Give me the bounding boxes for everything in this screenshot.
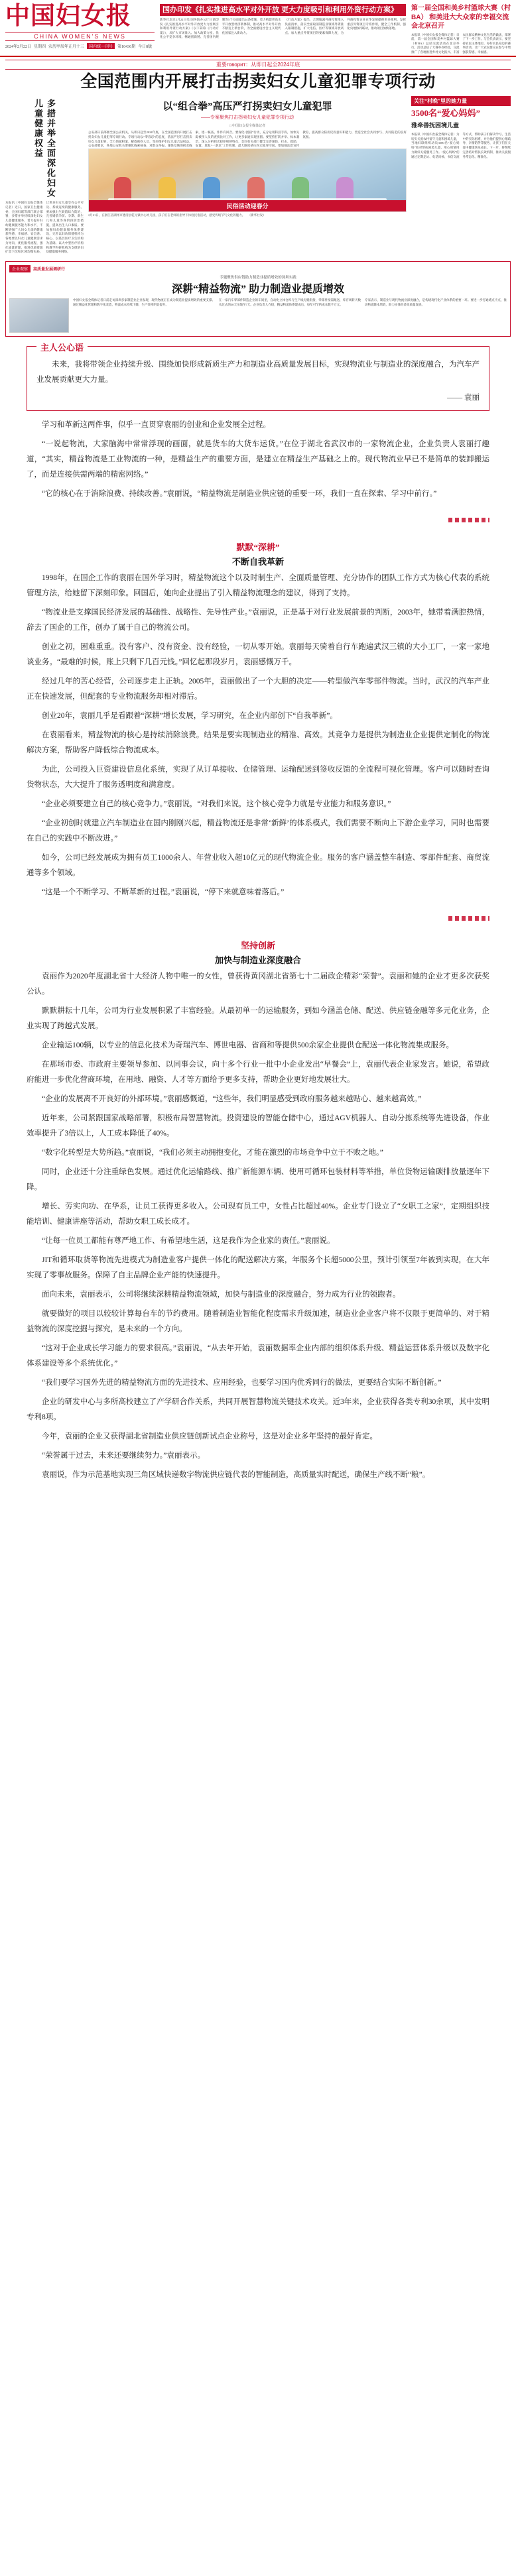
article-paragraph: 1998年，在国企工作的袁丽在国外学习时，精益物流这个以及时制生产、全面质量管理、充分协作的团队工作方式为核心代表的系统管理方法，给她留下深刻印象。回国后，她向企业提出了引入精益物流理念的建议，得到了支持。 [27,574,489,598]
article-paragraph: “企业必须要建立自己的核心竞争力。”袁丽说，“对我们来说，这个核心竞争力就是专业能力和服务意识。” [42,800,391,809]
right-headline [411,108,511,131]
article-paragraph: 默默耕耘十几年，公司为行业发展积累了丰富经验。从最初单一的运输服务，到如今涵盖仓储、配送、供应链金融等多元化业务，企业实现了跨越式发展。 [27,1007,489,1031]
news-photo [88,148,407,212]
article-paragraph: “数字化转型是大势所趋。”袁丽说，“我们必须主动拥抱变化，才能在激烈的市场竞争中立于不败之地。” [42,1149,383,1157]
section-heading-line1: 坚持创新 [240,941,275,951]
right-story-headline: 第一届全国和美乡村篮球大赛（村BA） 和美进大大众家的幸福交流会北京召开 [411,5,511,30]
photo-caption-note: 2月21日，在浙江省湖州市德清县乾元镇中心幼儿园，孩子们在老师的指导下体验民俗活动，感受传统节气文化的魅力。 （新华社发） [88,213,266,217]
meta-badge: 国内统一刊号 [87,43,115,49]
section-heading [27,939,489,968]
photo-caption-banner: 民俗活动迎春分 [89,200,406,211]
section-heading-line2: 加快与制造业深度融合 [214,955,301,966]
meta-date: 2024年2月22日 [5,44,32,49]
quote-box [27,343,489,411]
feature-col1: 中国妇女报全媒体记者日前走访深圳多家制造业企业发现，现代物流正在成为制造业提质增效的重要支撑。通过精益化管理和数字化改造，物流成本持续下降，生产效率明显提升。 [73,298,215,306]
feature-tag-secondary: 高质量发展调研行 [33,268,66,272]
quote-section [27,343,489,411]
article-paragraph: 经过几年的苦心经营，公司逐步走上正轨。2005年，袁丽做出了一个大胆的决定——转型做汽车零部件物流。当时，武汉的汽车产业正在快速发展，但配套的专业物流服务却相对滞后。 [27,677,489,701]
article-paragraph: 近年来，公司紧跟国家战略部署，积极布局智慧物流。投资建设的智能仓储中心，通过AGV机器人、自动分拣系统等先进设备，作业效率提升了3倍以上，人工成本降低了40%。 [27,1114,489,1138]
feature-subtitle: 专题聚焦供应链助力制造业提质增效的深圳实践 [220,276,296,280]
article-paragraph: JIT和循环取货等物流先进模式为制造业客户提供一体化的配送解决方案，年服务个长超5000公里，预计引领至7年被到实现，在大年实现了零事故服务。保障了自主品牌企业产能的快速提升。 [27,1256,489,1280]
left-column-body: 本报讯（中国妇女报全媒体记者）近日，国家卫生健康委、全国妇联等部门联合部署，多措并举持续深化妇女儿童健康服务，着力提升妇幼健康服务能力和水平，不断增强广大妇女儿童的健康获得感、幸福感、安全感。各地要以妇女儿童健康需求为导向，优化服务流程，强化质量管理，推进优质资源扩容下沉和区域均衡布局，让更多妇女儿童享有公平可及、系统连续的健康服务。要加强出生缺陷综合防治，完善婚前孕前、孕期、新生儿和儿童等各阶段防治措施，提高出生人口素质。要加强妇幼健康服务体系建设，完善以妇幼保健机构为核心、以基层医疗卫生机构为基础、以大中型医疗机构和教学科研机构为支撑的妇幼健康服务网络。 [5,201,84,254]
feature-tag: 企业观察 [9,265,31,272]
right-headline-sub: 雅牵善抚困境儿童 [411,121,460,129]
article-paragraph: “物流业是支撑国民经济发展的基础性、战略性、先导性产业。”袁丽说，正是基于对行业发展前景的判断，2003年，她带着满腔热情，辞去了国企的工作，创办了属于自己的物流公司。 [27,609,489,632]
article-paragraph: 企业的研发中心与多所高校建立了产学研合作关系，共同开展智慧物流关键技术攻关。近3年来，企业获得各类专利30余项，其中发明专利8项。 [27,1398,489,1422]
article-paragraph: 在那场市委、市政府主要领导参加、以同事会议，向十多个行业一批中小企业发出“早餐会”上，袁丽代表企业家发言。她说，希望政府能进一步优化营商环境，在用地、融资、人才等方面给予更多支持，帮助企业更好地发展壮大。 [27,1061,489,1084]
center-body: 公安部日前部署全国公安机关，从即日起至2024年底，在全国范围内开展打击拐卖妇女儿童犯罪专项行动。专项行动以“零容忍”的态度，依法严厉打击拐卖妇女儿童犯罪，全力侦破积案、解救被拐人员，坚决维护妇女儿童合法权益。公安部要求，各地公安机关要强化线索核查，对群众举报、媒体反映的拐卖线索，逐一核查、件件有回音。要深化“团圆”行动，充分运用科技手段，加快失踪被拐人员的查找比对工作，让更多家庭实现团圆。要坚持打防并举、标本兼治，深入分析拐卖犯罪规律特点，会同有关部门健全完善预防、打击、救助、安置、康复“一条龙”工作机制，最大限度挤压拐卖犯罪空间。要加强法治宣传教育，提高群众防拐反拐意识和能力，营造全社会共同参与、共同防范的良好氛围。 [88,131,407,148]
article-paragraph: “这对于企业成长学习能力的要求很高。”袁丽说，“从去年开始，袁丽数据率企业内部的组织体系升级、精益运营体系升级以及数字化体系建设等多个系统优化。” [27,1344,489,1368]
article-paragraph: “荣誉属于过去，未来还要继续努力。”袁丽表示。 [42,1452,205,1460]
section-heading [27,540,489,569]
left-column [5,96,84,255]
center-column [88,96,407,255]
article-paragraph: 面向未来，袁丽表示，公司将继续深耕精益物流领域，加快与制造业的深度融合，努力成为行业的领跑者。 [42,1291,401,1299]
feature-col3: 专家表示，制造业与现代物流业深度融合，是构建现代化产业体系的重要一环。要进一步打通堵点卡点，推动物流降本增效，助力实体经济高质量发展。 [365,298,507,306]
newspaper-title-en: CHINA WOMEN'S NEWS [5,32,155,41]
lead-title: 全国范围内开展打击拐卖妇女儿童犯罪专项行动 [80,73,436,91]
feature-col2: 在一家汽车零部件制造企业的车间里，自动化立体仓库与生产线无缝衔接，零部件按需配送，库存周转天数从过去的30天压缩至7天。企业负责人介绍，精益物流体系建成后，每年可节约成本数千万元。 [219,298,361,306]
meta-lunar: 农历甲辰年正月十三 [48,44,85,49]
article-paragraph: 在袁丽看来，精益物流的核心是持续消除浪费。结果是要实现制造业的精准、高效。其竞争力是提供为制造业企业提供定制化的物流解决方案，帮助客户降低综合物流成本。 [27,731,489,755]
section-heading-line2: 不断自我革新 [231,557,284,567]
feature-tag-row [9,265,507,272]
masthead-meta [5,43,155,49]
article-paragraph: “这是一个不断学习、不断革新的过程。”袁丽说，“停下来就意味着落后。” [42,888,285,897]
article-paragraph: “它的核心在于消除浪费、持续改善。”袁丽说，“精益物流是制造业供应链的重要一环，我们一直在探索、学习中前行。” [42,490,437,498]
article-paragraph: “我们要学习国外先进的精益物流方面的先进技术、应用经验，也要学习国内优秀同行的做法，更要结合实际不断创新。” [42,1379,442,1387]
left-vertical-title: 多措并举全面深化妇女儿童健康权益 [33,99,56,199]
lead-kicker: 重要говорит：从即日起至2024年底 [5,60,511,70]
masthead-right-story [411,4,511,54]
article-paragraph: 学习和革新这两件事，似乎一直贯穿袁丽的创业和企业发展全过程。 [42,421,271,430]
section-divider [27,912,489,921]
article-paragraph: “企业初创时就建立汽车制造业在国内刚刚兴起，精益物流还是非常‘新鲜’的体系模式，我们需要不断向上下游企业学习，同时也需要在自己的实践中不断改进。” [27,819,489,843]
meta-pages: 今日8版 [138,44,153,49]
top-story-headline: 国办印发《扎实推进高水平对外开放 更大力度吸引和利用外资行动方案》 [160,4,406,16]
article-paragraph: 袁丽作为2020年度湖北省十大经济人物中唯一的女性，曾获得黄冈湖北省第七十二届政企精彩“荣誉”。袁丽和她的企业才更多次获奖公认。 [27,972,489,996]
center-subheadline: ——专案聚焦打击拐卖妇女儿童犯罪专项行动 [201,115,294,121]
article-paragraph: 同时，企业还十分注重绿色发展。通过优化运输路线、推广新能源车辆、使用可循环包装材料等举措，单位货物运输碳排放量逐年下降。 [27,1168,489,1192]
quote-attribution: —— 袁丽 [447,394,480,402]
article-paragraph: 创业之初，困难重重。没有客户、没有资金、没有经验，一切从零开始。袁丽每天骑着自行车跑遍武汉三镇的大小工厂，一家一家地谈业务。“最难的时候，账上只剩下几百元钱。”回忆起那段岁月，袁丽感慨万千。 [27,643,489,667]
top-story-col1: 新华社北京2月22日电 国务院办公厅日前印发《扎实推进高水平对外开放更大力度吸引和利用外资行动方案》（以下简称《行动方案》），从扩大市场准入、加大政策力度、优化公平竞争环境、畅通创新链、完善国内规制等5个方面提出24条措施，着力构建更高水平开放型经济新体制，推动高水平对外开放不断迈上新台阶，为全面建设社会主义现代化国家注入新动力。 [160,18,281,39]
article-paragraph: “一说起物流，大家脑海中常常浮现的画面，就是货车的大货车运货。”在位于湖北省武汉市的一家物流企业，企业负责人袁丽打趣道，“其实，精益物流是工业物流的一种，是精益生产的重要方面，是建立在精益生产基础之上的。现代物流业早已不是简单的装卸搬运了，而是连接供需两端的精密网络。” [27,440,489,479]
lead-headline-band [0,57,516,92]
top-story-col2: 《行动方案》提出，合理缩减外商投资准入负面清单，落实全面取消制造业领域外资准入限制措施，扩大电信、医疗等领域开放试点。加大重点外资项目的要素保障力度，为外商投资企业在华发展提供更多便利。发挥重点外资项目专班作用，健全工作机制，强化央地协同联动，推动项目加快落地。 [285,18,406,34]
article-paragraph: 创业20年，袁丽几乎是看跟着“深耕”增长发展，学习研究，在企业内部创下“自我革新”。 [42,712,338,721]
article-body [27,418,489,1504]
article-paragraph: 今年，袁丽的企业又获得湖北省制造业供应链创新试点企业称号，这是对企业多年坚持的最好肯定。 [42,1433,377,1441]
masthead-brand [5,4,155,54]
right-story-body: 本报讯（中国妇女报全媒体记者）日前，第一届全国和美乡村篮球大赛（村BA）总结交流活动在北京举行。活动总结了大赛举办经验，交流推广了各地推进乡村文化振兴、丰富农民群众精神文化生活的做法，部署了下一步工作。与会代表表示，要坚持农民主体地位，办好农民身边的赛事活动，让广大农民群众在参与中增强获得感、幸福感。 [411,32,511,54]
masthead-top-story [160,4,406,54]
section-divider [27,514,489,523]
feature-box [5,261,511,337]
article-paragraph: 企业输运100辆，以专业的信息化技术为奇瑞汽车、博世电器、省商和等提供500余家企业提供仓配送一体化物流集成服务。 [42,1041,454,1050]
quote-text: 未来，我将带领企业持续升级、围绕加快形成新质生产力和制造业高质量发展目标，实现物流业与制造业的深度融合，为汽车产业发展贡献更大力量。 [36,361,480,384]
feature-thumbnail [9,298,69,333]
article-paragraph: 为此，公司投入巨资建设信息化系统，实现了从订单接收、仓储管理、运输配送到签收反馈的全流程可视化管理。客户可以随时查询货物状态，大大提升了服务透明度和满意度。 [27,766,489,790]
feature-columns [9,298,507,333]
newspaper-title: 中国妇女报 [5,3,131,30]
center-headline: 以“组合拳”高压严打拐卖妇女儿童犯罪 [162,101,332,113]
article-paragraph: 就要做好的项目以较较计算每台车的节约费用。随着制造业智能化程度需求升级加速，制造业企业客户将不仅限于更简单的、对于精益物流的深度挖掘与探究，是未来的一个方向。 [27,1310,489,1334]
quote-label: 主人公心语 [36,341,88,353]
meta-weekday: 星期四 [34,44,46,49]
right-column-body: 本报讯（中国妇女报全媒体记者）为切实关爱农村留守儿童和困境儿童，当地妇联组织动员3500名“爱心妈妈”结对帮扶困境儿童，用心用情用力做好关爱服务工作。“爱心妈妈”们通过定期走访、电话问候、书信交流等方式，帮助孩子们解决学习、生活中的实际困难，并为他们提供心理疏导、亲情陪伴等服务，让孩子们在关爱中健康快乐成长。下一步，将继续完善结对帮扶长效机制，推动关爱服务常态化、精准化。 [411,132,511,158]
three-column-zone [0,92,516,259]
article-paragraph: “让每一位员工都能有尊严地工作、有希望地生活，这是我作为企业家的责任。”袁丽说。 [42,1237,335,1246]
right-column [411,96,511,255]
section-heading-line1: 默默“深耕” [236,542,280,553]
right-headline-main: 3500名“爱心妈妈” [411,108,481,119]
feature-title: 深耕“精益物流” 助力制造业提质增效 [171,284,344,296]
article-paragraph: 增长、劳实向功、在华系，让员工获得更多收入。公司现有员工中，女性占比超过40%。企业专门设立了“女职工之家”，定期组织技能培训、健康讲座等活动，帮助女职工成长成才。 [27,1202,489,1226]
masthead [0,0,516,57]
bottom-spacer [27,1487,489,1504]
meta-issue: 第10436期 [117,44,136,49]
article-paragraph: 如今，公司已经发展成为拥有员工1000余人、年营业收入超10亿元的现代物流企业。服务的客户涵盖整车制造、零部件配套、商贸流通等多个领域。 [27,854,489,878]
center-byline: □ 中国妇女报全媒体记者 [229,125,266,129]
right-banner: 关注“村晚”里的她力量 [411,96,511,106]
article-paragraph: “企业的发展离不开良好的外部环境。”袁丽感慨道，“这些年，我们明显感受到政府服务越来越贴心、越来越高效。” [42,1095,422,1104]
article-paragraph: 袁丽说，作为示范基地实现三角区域快递数字物流供应链代表的智能制造，高质量实时配送，确保生产线不断“粮”。 [42,1471,430,1480]
